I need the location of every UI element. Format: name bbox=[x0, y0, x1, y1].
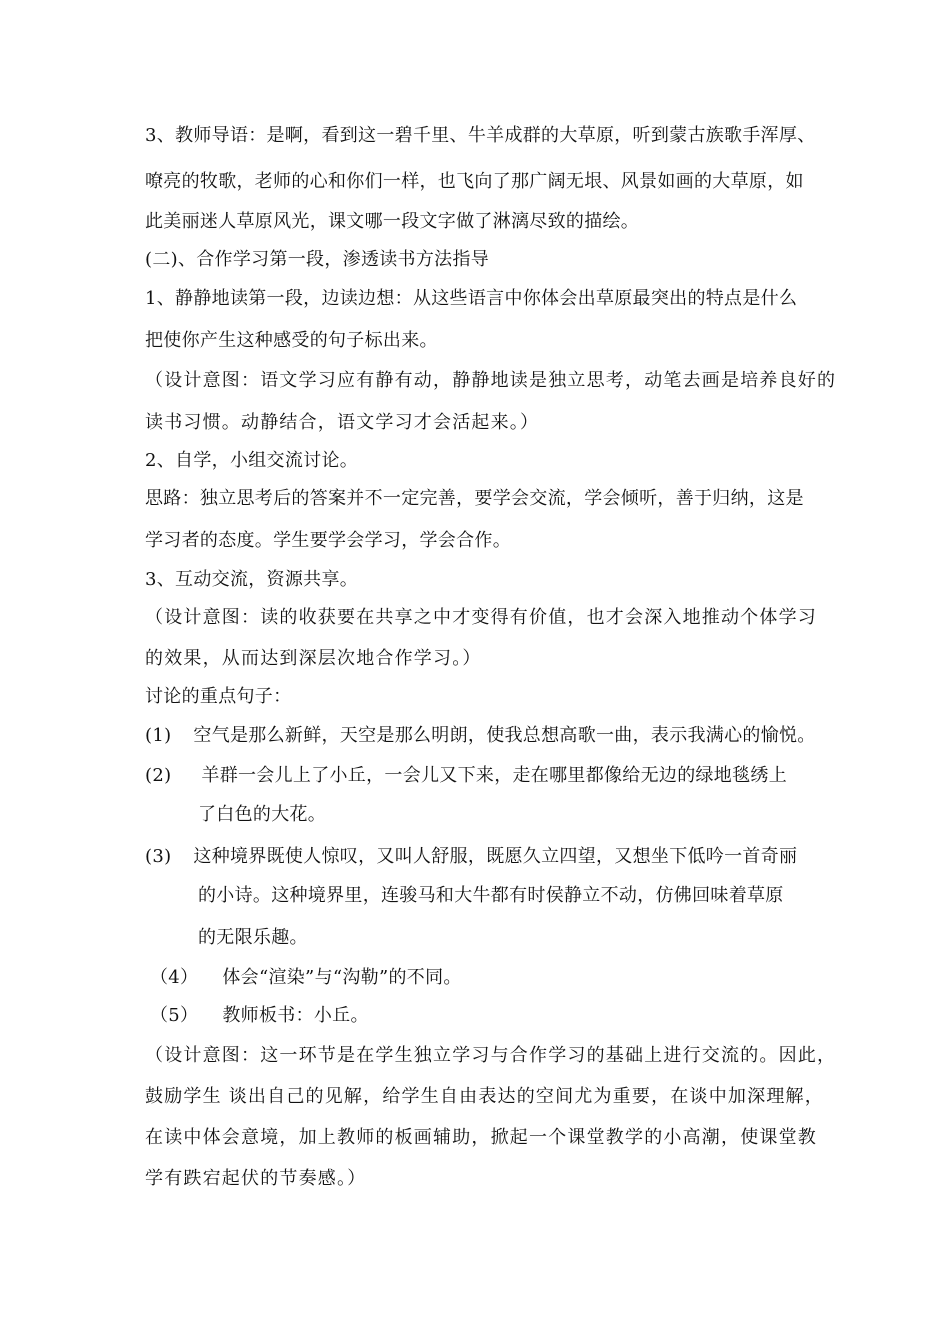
item-text: 这种境界既使人惊叹，又叫人舒服，既愿久立四望，又想坐下低吟一首奇丽 bbox=[193, 846, 798, 867]
design-note-line: 在读中体会意境，加上教师的板画辅助，掀起一个课堂教学的小高潮，使课堂教 bbox=[145, 1127, 817, 1148]
step-1-line: 1、静静地读第一段，边读边想：从这些语言中你体会出草原最突出的特点是什么 bbox=[145, 288, 798, 309]
key-sentences-heading: 讨论的重点句子： bbox=[145, 686, 292, 707]
design-note-line: 的效果，从而达到深层次地合作学习。） bbox=[145, 648, 482, 669]
item-text: 教师板书：小丘。 bbox=[222, 1005, 369, 1026]
step-1-line: 把使你产生这种感受的句子标出来。 bbox=[145, 330, 438, 351]
item-text: 羊群一会儿上了小丘，一会儿又下来，走在哪里都像给无边的绿地毯绣上 bbox=[201, 765, 788, 786]
item-text: 空气是那么新鲜，天空是那么明朗，使我总想高歌一曲，表示我满心的愉悦。 bbox=[193, 725, 816, 746]
intro-line: 3、教师导语：是啊，看到这一碧千里、牛羊成群的大草原，听到蒙古族歌手浑厚、 bbox=[145, 125, 816, 146]
item-text-continued: 的无限乐趣。 bbox=[198, 927, 308, 948]
item-number: （5） bbox=[150, 1005, 199, 1026]
key-sentence-item bbox=[145, 724, 816, 748]
key-sentence-item bbox=[150, 1004, 369, 1028]
design-note-line: 读书习惯。动静结合，语文学习才会活起来。） bbox=[145, 412, 540, 433]
section-heading: (二)、合作学习第一段，渗透读书方法指导 bbox=[145, 249, 490, 270]
key-sentence-item bbox=[145, 764, 787, 788]
design-note-line: （设计意图：这一环节是在学生独立学习与合作学习的基础上进行交流的。因此， bbox=[145, 1045, 837, 1066]
item-number: （4） bbox=[150, 967, 199, 988]
approach-line: 学习者的态度。学生要学会学习，学会合作。 bbox=[145, 530, 511, 551]
intro-line: 嘹亮的牧歌，老师的心和你们一样，也飞向了那广阔无垠、风景如画的大草原，如 bbox=[145, 171, 804, 192]
design-note-line: （设计意图：语文学习应有静有动，静静地读是独立思考，动笔去画是培养良好的 bbox=[145, 370, 837, 391]
design-note-line: 学有跌宕起伏的节奏感。） bbox=[145, 1168, 367, 1189]
item-number: (1) bbox=[145, 725, 172, 746]
intro-line: 此美丽迷人草原风光，课文哪一段文字做了淋漓尽致的描绘。 bbox=[145, 211, 640, 232]
item-number: (2) bbox=[145, 765, 172, 786]
design-note-line: 鼓励学生 谈出自己的见解，给学生自由表达的空间尤为重要，在谈中加深理解， bbox=[145, 1086, 824, 1107]
item-number: (3) bbox=[145, 846, 172, 867]
key-sentence-item bbox=[150, 966, 462, 990]
approach-line: 思路：独立思考后的答案并不一定完善，要学会交流，学会倾听，善于归纳，这是 bbox=[145, 488, 804, 509]
step-3: 3、互动交流，资源共享。 bbox=[145, 569, 359, 590]
key-sentence-item bbox=[145, 845, 797, 869]
step-2: 2、自学，小组交流讨论。 bbox=[145, 450, 359, 471]
design-note-line: （设计意图：读的收获要在共享之中才变得有价值，也才会深入地推动个体学习 bbox=[145, 607, 817, 628]
item-text: 体会“渲染”与“沟勒”的不同。 bbox=[222, 967, 462, 988]
item-text-continued: 的小诗。这种境界里，连骏马和大牛都有时侯静立不动，仿佛回味着草原 bbox=[198, 885, 784, 906]
item-text-continued: 了白色的大花。 bbox=[198, 804, 327, 825]
